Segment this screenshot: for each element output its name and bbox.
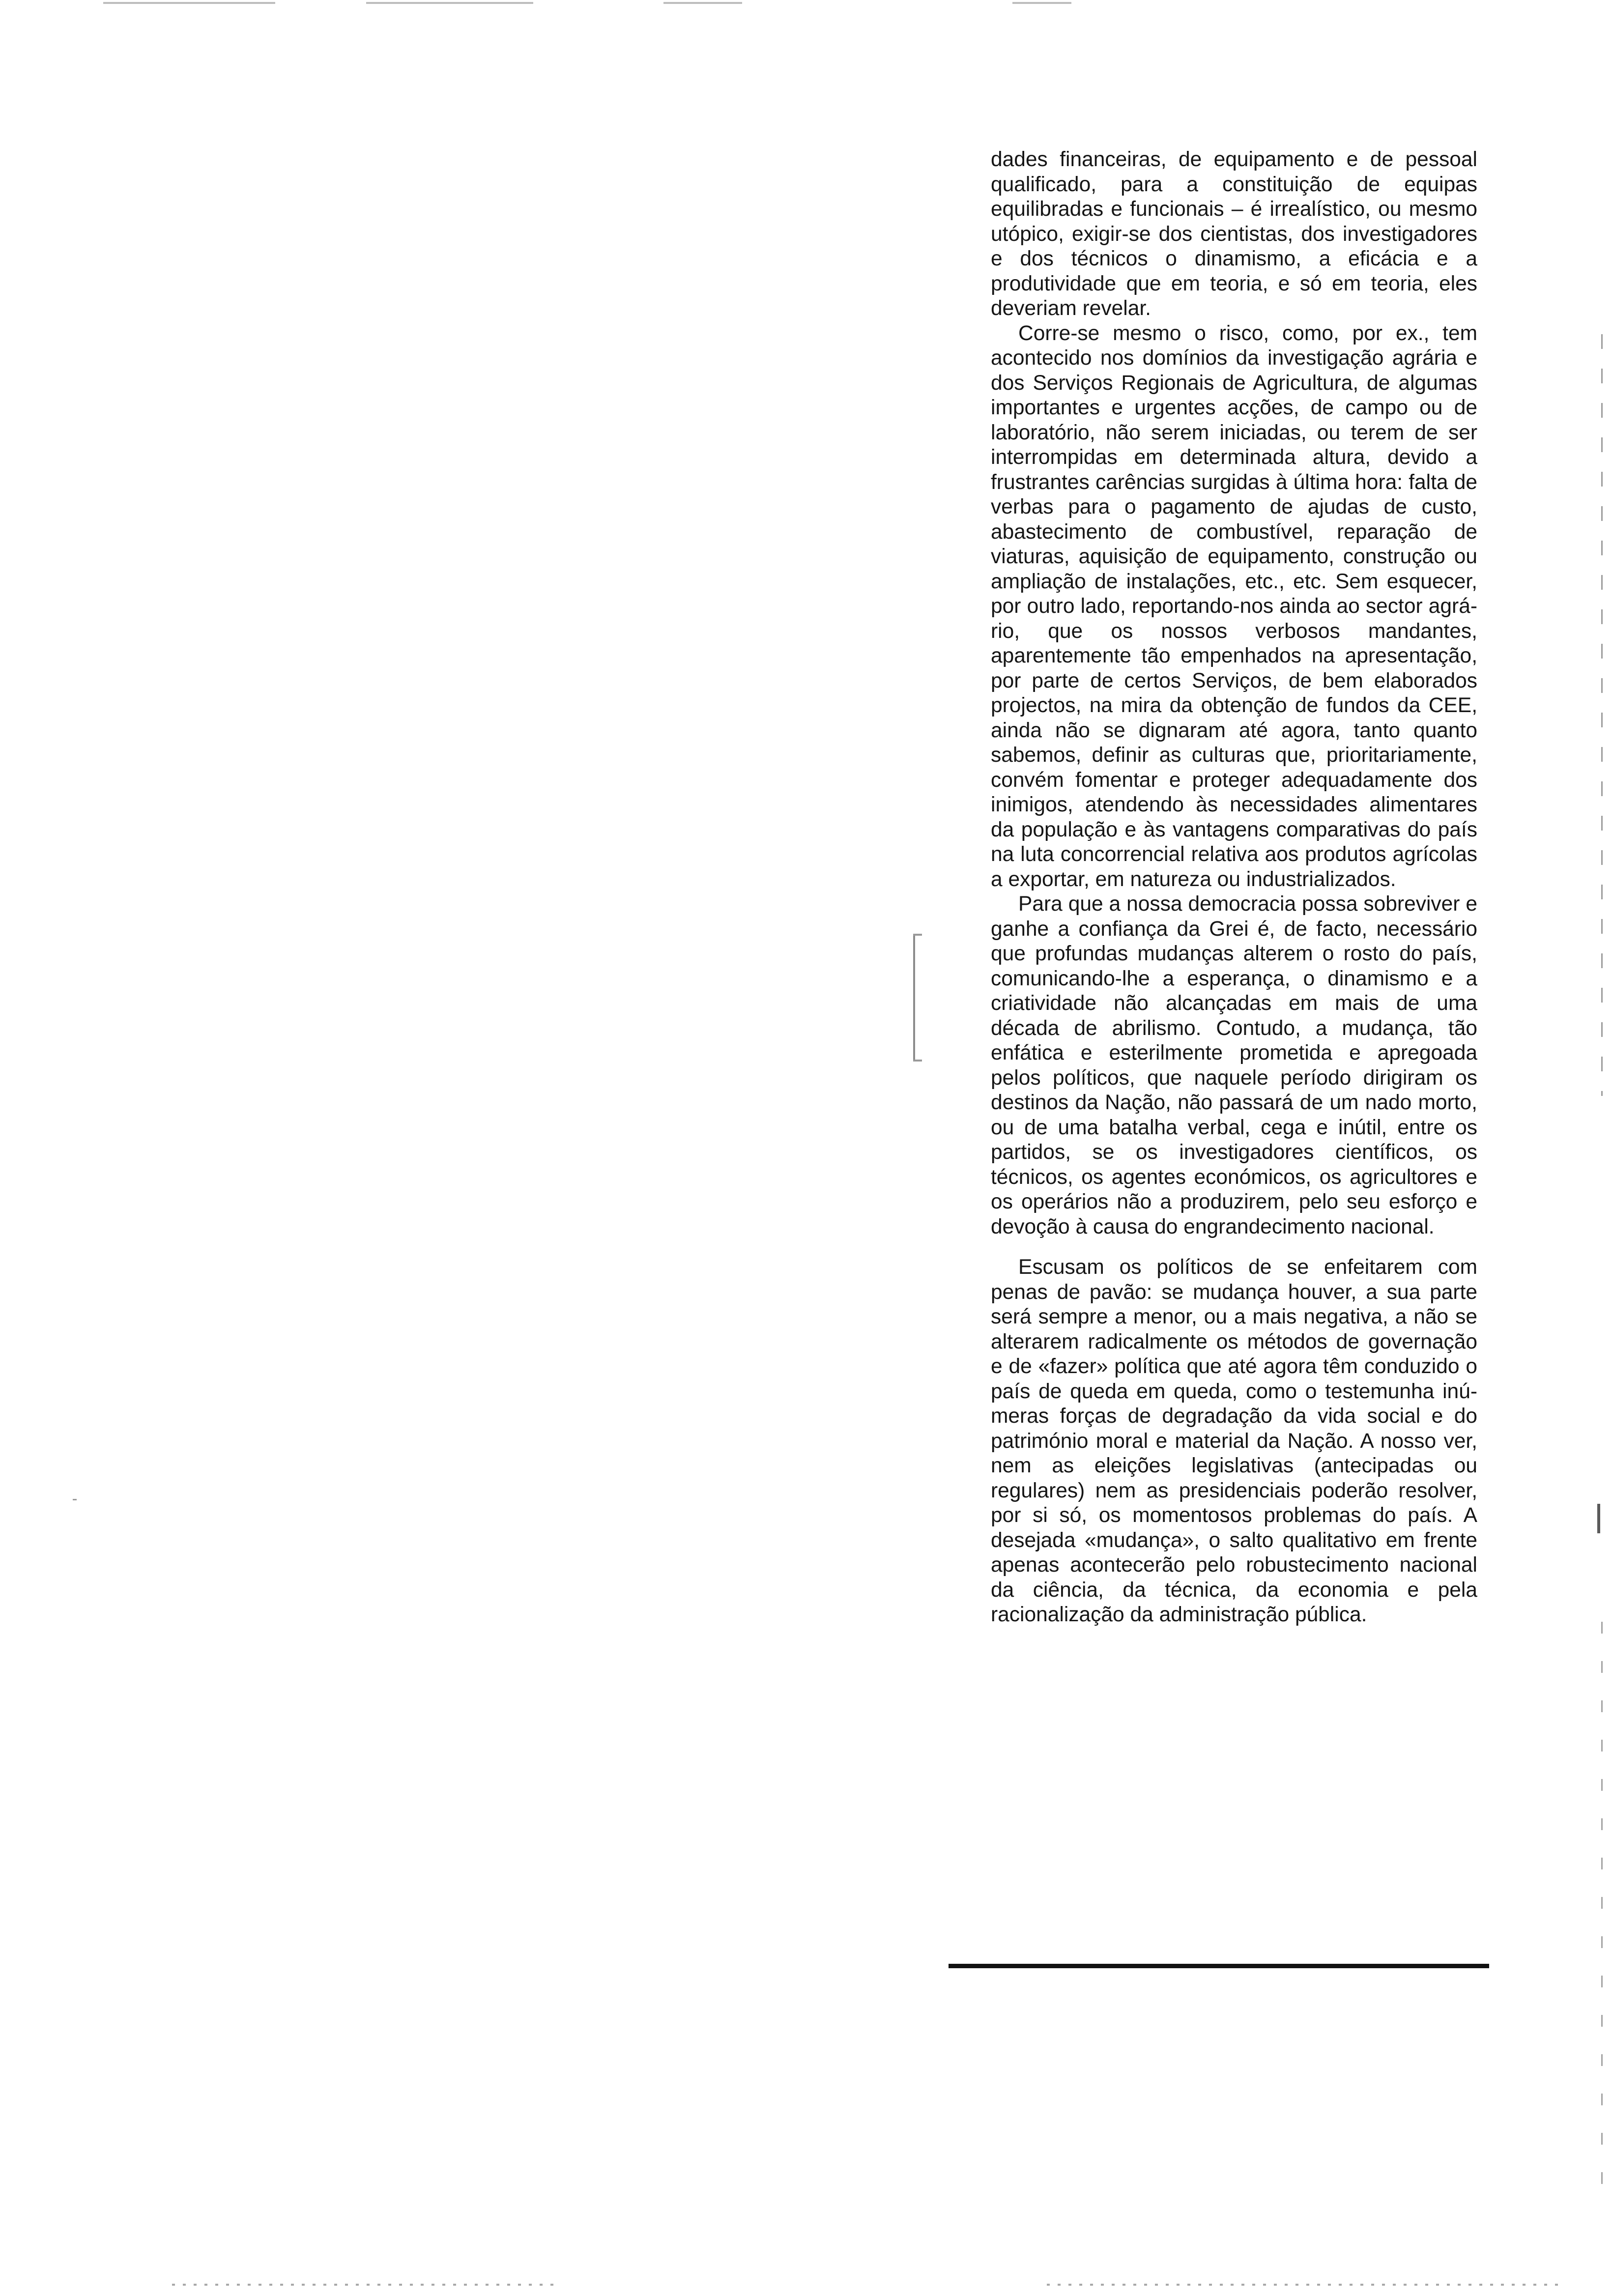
article-paragraph-2: Corre-se mesmo o risco, como, por ex., tem acontecido nos domínios da investigação agrária e dos Serviços Regionais de Agricultura, de algumas importantes e urgentes acções, de campo ou de laboratório, não serem iniciadas, ou terem de ser interrompidas em determinada altura, devido a frustrantes carências surgidas à última hora: falta de verbas para o pagamento de ajudas de custo, abastecimento de combustível, reparação de viaturas, aquisição de equipamento, construção ou ampliação de instalações, etc., etc. Sem esquecer, por outro lado, reportando-nos ainda ao sector agrário, que os nossos verbosos mandantes, aparentemente tão empenhados na apresentação, por parte de certos Serviços, de bem elaborados projectos, na mira da obtenção de fundos da CEE, ainda não se dignaram até agora, tanto quanto sabemos, definir as culturas que, prioritariamente, convém fomentar e proteger adequadamente dos inimigos, atendendo às necessidades alimentares da população e às vantagens comparativas do país na luta concorrencial relativa aos produtos agrícolas a exportar, em natureza ou industrializados.: [991, 321, 1477, 891]
top-rule-4: [1012, 2, 1071, 4]
right-edge-scan-mark-1: [1601, 334, 1603, 1096]
top-rule-2: [366, 2, 533, 4]
article-paragraph-3: Para que a nossa democracia possa sobreviver e ganhe a confiança da Grei é, de facto, necessário que profundas mudanças alterem o rosto do país, comunicando-lhe a esperança, o dinamismo e a criatividade não alcançadas em mais de uma década de abrilismo. Contudo, a mudança, tão enfática e esterilmente prometida e apregoada pelos políticos, que naquele período dirigiram os destinos da Nação, não passará de um nado morto, ou de uma batalha verbal, cega e inútil, entre os partidos, se os investigadores científicos, os técnicos, os agentes económicos, os agricultores e os operários não a produzirem, pelo seu esforço e devoção à causa do engrandecimento nacional.: [991, 892, 1477, 1238]
right-edge-scan-mark-2: [1597, 1504, 1600, 1533]
top-rule-3: [663, 2, 742, 4]
left-margin-bracket-mark: [913, 934, 915, 1062]
bottom-speckle-right: [1047, 2284, 1563, 2286]
left-margin-bracket-tick-bottom: [913, 1060, 922, 1062]
left-margin-bracket-tick-top: [913, 934, 922, 936]
article-end-rule: [949, 1964, 1489, 1968]
right-edge-scan-mark-3: [1601, 1622, 1603, 2211]
article-paragraph-4: Escusam os políticos de se enfeitarem com penas de pavão: se mudança houver, a sua parte será sempre a menor, ou a mais negativa, a não se alterarem radicalmente os métodos de governação e de «fazer» política que até agora têm conduzido o país de queda em queda, como o testemunha inúmeras forças de degradação da vida social e do património moral e material da Nação. A nosso ver, nem as eleições legislativas (antecipadas ou regulares) nem as presidenciais poderão resolver, por si só, os momentosos problemas do país. A desejada «mudança», o salto qualitativo em frente apenas acontecerão pelo robustecimento nacional da ciência, da técnica, da economia e pela racionalização da administração pública.: [991, 1256, 1477, 1626]
article-paragraph-1: dades financeiras, de equipamento e de pessoal qualificado, para a constituição de equipas equilibradas e funcionais – é irrealístico, ou mesmo utópico, exigir-se dos cientistas, dos investigadores e dos técnicos o dinamismo, a eficácia e a produtividade que em teoria, e só em teoria, eles deveriam revelar.: [991, 148, 1477, 320]
bottom-speckle-left: [172, 2284, 555, 2286]
top-rule-1: [103, 2, 275, 4]
article-column: [991, 147, 1477, 1628]
left-stray-mark: [73, 1499, 77, 1500]
